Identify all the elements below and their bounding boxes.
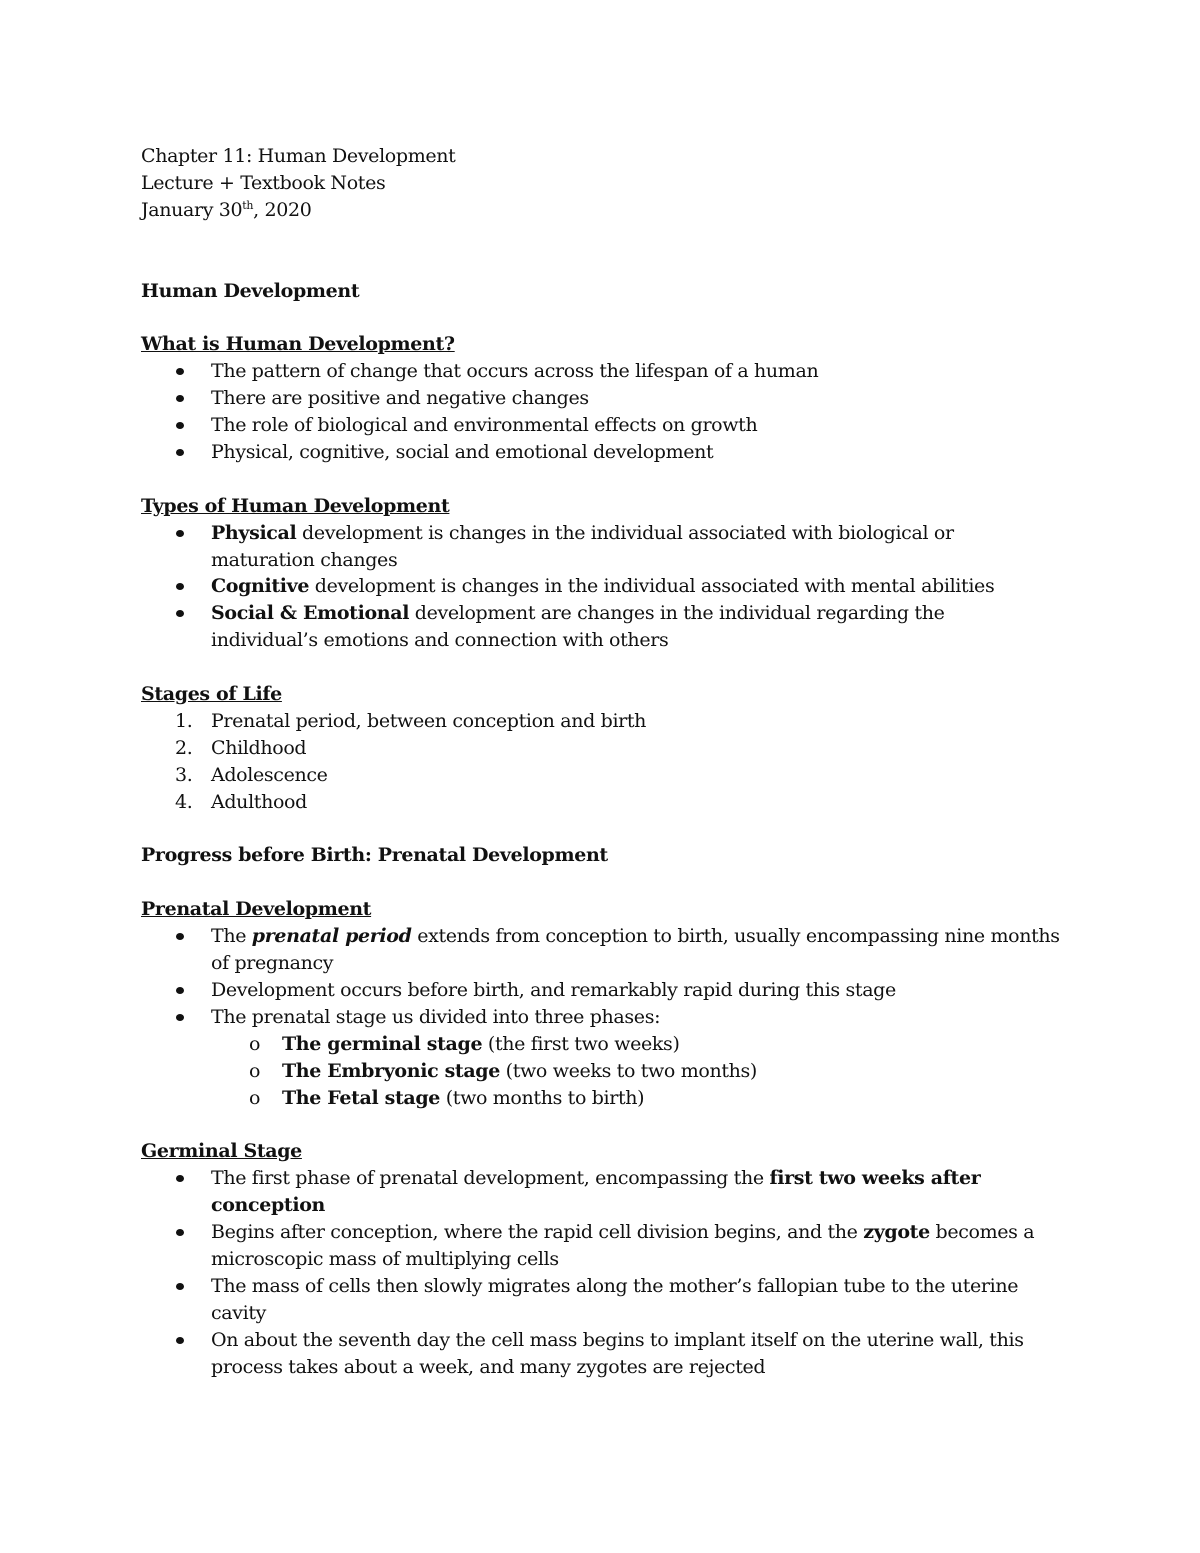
prenatal-phases-list — [141, 1031, 1071, 1112]
item-text: Begins after conception, where the rapid cell division begins, and the — [211, 1221, 864, 1244]
item-text: extends from conception to birth, usually encompassing nine months — [411, 925, 1060, 948]
phase-name: The germinal stage — [282, 1032, 483, 1055]
list-item — [141, 735, 1071, 762]
item-text: Prenatal period, between conception and birth — [211, 709, 647, 732]
list-item: Physical, cognitive, social and emotional development — [141, 439, 1071, 466]
types-list — [141, 520, 1071, 655]
prenatal-list — [141, 923, 1071, 1031]
list-item — [141, 573, 1071, 600]
phase-name: The Embryonic stage — [282, 1059, 500, 1082]
item-text-cont: process takes about a week, and many zygotes are rejected — [211, 1355, 766, 1378]
item-text: development are changes in the individual regarding the — [409, 602, 945, 625]
list-item: The role of biological and environmental effects on growth — [141, 412, 1071, 439]
item-emphasis: first two weeks after — [769, 1167, 981, 1190]
list-item — [141, 708, 1071, 735]
chapter-title: Chapter 11: Human Development — [141, 145, 456, 167]
item-text: development is changes in the individual associated with biological or — [296, 521, 954, 544]
section-heading-human-development: Human Development — [141, 279, 360, 302]
circle-bullet-icon: o — [249, 1032, 261, 1055]
item-text-cont: of pregnancy — [211, 952, 334, 975]
item-text: The mass of cells then slowly migrates along the mother’s fallopian tube to the uterine — [211, 1274, 1019, 1297]
list-item — [141, 1165, 1071, 1219]
list-item: There are positive and negative changes — [141, 385, 1071, 412]
what-is-list — [141, 358, 1071, 466]
item-text: development is changes in the individual associated with mental abilities — [309, 575, 995, 598]
sub-list-item — [141, 1085, 1071, 1112]
item-emphasis-cont: conception — [211, 1194, 325, 1217]
list-item — [141, 1219, 1071, 1273]
item-text-cont: microscopic mass of multiplying cells — [211, 1248, 559, 1271]
circle-bullet-icon: o — [249, 1059, 261, 1082]
item-text-cont: maturation changes — [211, 548, 398, 571]
item-number: 3. — [175, 763, 193, 786]
list-item — [141, 923, 1071, 977]
date-main: January 30 — [141, 198, 243, 221]
item-number: 1. — [175, 709, 193, 732]
circle-bullet-icon: o — [249, 1086, 261, 1109]
germinal-list — [141, 1165, 1071, 1380]
phase-range: (two weeks to two months) — [499, 1059, 757, 1082]
subheading-what-is: What is Human Development? — [141, 333, 455, 356]
stages-list — [141, 708, 1071, 816]
list-item — [141, 1327, 1071, 1381]
subheading-stages: Stages of Life — [141, 683, 282, 706]
date-suffix: th — [242, 198, 254, 212]
date-year: , 2020 — [253, 198, 312, 221]
item-text: The first phase of prenatal development, encompassing the — [211, 1167, 770, 1190]
item-text: On about the seventh day the cell mass begins to implant itself on the uterine wall, this — [211, 1328, 1024, 1351]
list-item: The prenatal stage us divided into three phases: — [141, 1004, 1071, 1031]
section-heading-prenatal: Progress before Birth: Prenatal Development — [141, 844, 608, 867]
subheading-prenatal-development: Prenatal Development — [141, 898, 372, 921]
term-social-emotional: Social & Emotional — [211, 602, 410, 625]
phase-range: (two months to birth) — [440, 1086, 645, 1109]
notes-date — [141, 197, 1071, 224]
list-item — [141, 520, 1071, 574]
list-item — [141, 789, 1071, 816]
phase-name: The Fetal stage — [282, 1086, 441, 1109]
document-body — [141, 143, 1071, 1381]
item-text: Childhood — [211, 736, 307, 759]
sub-list-item — [141, 1031, 1071, 1058]
item-text: Adolescence — [211, 763, 328, 786]
list-item: The pattern of change that occurs across the lifespan of a human — [141, 358, 1071, 385]
notes-subtitle: Lecture + Textbook Notes — [141, 171, 386, 194]
item-text-cont: individual’s emotions and connection with others — [211, 629, 669, 652]
item-text: becomes a — [929, 1221, 1035, 1244]
list-item: Development occurs before birth, and remarkably rapid during this stage — [141, 977, 1071, 1004]
sub-list-item — [141, 1058, 1071, 1085]
subheading-germinal-stage: Germinal Stage — [141, 1140, 302, 1163]
term-cognitive: Cognitive — [211, 575, 310, 598]
list-item — [141, 600, 1071, 654]
phase-range: (the first two weeks) — [482, 1032, 680, 1055]
list-item — [141, 762, 1071, 789]
item-text-cont: cavity — [211, 1301, 267, 1324]
subheading-types: Types of Human Development — [141, 494, 450, 517]
term-physical: Physical — [211, 521, 297, 544]
item-number: 2. — [175, 736, 193, 759]
list-item — [141, 1273, 1071, 1327]
term-prenatal-period: prenatal period — [251, 925, 412, 948]
item-text: The — [211, 925, 252, 948]
term-zygote: zygote — [863, 1221, 930, 1244]
item-number: 4. — [175, 790, 193, 813]
item-text: Adulthood — [211, 790, 307, 813]
